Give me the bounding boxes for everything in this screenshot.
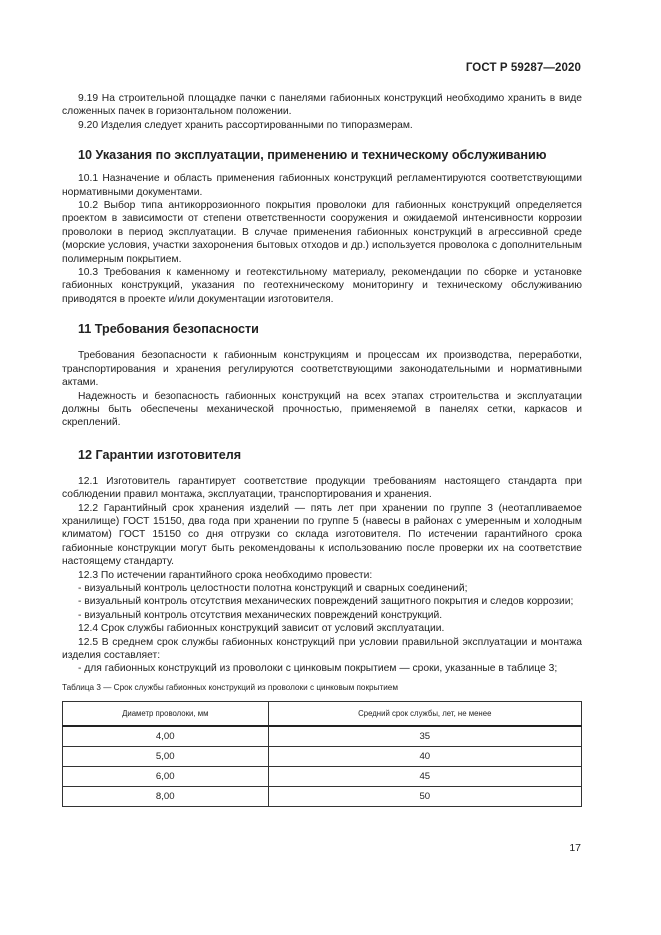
page-body (62, 92, 582, 807)
paragraph-12-4: 12.4 Срок службы габионных конструкций зависит от условий эксплуатации. (78, 623, 445, 635)
section-12-heading: 12 Гарантии изготовителя (78, 447, 242, 462)
table-row (63, 726, 582, 747)
list-item-zinc-wire: - для габионных конструкций из проволоки с цинковым покрытием — сроки, указанные в таблице 3; (78, 663, 558, 675)
document-header: ГОСТ Р 59287—2020 (465, 62, 581, 74)
paragraph-12-2: 12.2 Гарантийный срок хранения изделий — пять лет при хранении по группе 3 (неотапливаемое хранилище) ГОСТ 15150, два года при хранении по группе 5 (навесы в районах с умеренным и холодным климатом) ГОСТ 15150 со дня отгрузки со склада изготовителя. По истечении гарантийного срока габионные конструкции могут быть рекомендованы к использованию после проверки их на соответствие настоящему стандарту. (62, 502, 582, 568)
paragraph-10-3: 10.3 Требования к каменному и геотекстильному материалу, рекомендации по сборке и установке габионных конструкций, указания по геотехническому мониторингу и техническому обслуживанию приводятся в проекте и/или документации изготовителя. (62, 267, 582, 305)
table-caption: Таблица 3 — Срок службы габионных конструкций из проволоки с цинковым покрытием (62, 682, 398, 692)
paragraph-9-19: 9.19 На строительной площадке пачки с панелями габионных конструкций необходимо хранить в виде сложенных пачек в горизонтальном положении. (62, 93, 582, 118)
table-cell-diameter: 8,00 (63, 786, 269, 806)
table-cell-diameter: 4,00 (63, 726, 269, 747)
table-cell-service-life: 40 (268, 746, 581, 766)
list-item-coating-damage: - визуальный контроль отсутствия механических повреждений защитного покрытия и следов коррозии; (78, 596, 574, 608)
table-cell-diameter: 5,00 (63, 746, 269, 766)
list-item-structure-damage: - визуальный контроль отсутствия механических повреждений конструкций. (78, 609, 443, 621)
paragraph-10-1: 10.1 Назначение и область применения габионных конструкций регламентируются соответствующими нормативными документами. (62, 173, 582, 198)
paragraph-12-3: 12.3 По истечении гарантийного срока необходимо провести: (78, 569, 373, 581)
paragraph-9-20: 9.20 Изделия следует хранить рассортированными по типоразмерам. (78, 119, 413, 131)
paragraph-11-a: Требования безопасности к габионным конструкциям и процессам их производства, переработки, транспортирования и хранения регулируются соответствующими законодательными и нормативными актами. (62, 350, 582, 389)
list-item-visual-integrity: - визуальный контроль целостности полотна конструкций и сварных соединений; (78, 582, 468, 594)
service-life-table (62, 701, 582, 807)
table-row (63, 766, 582, 786)
section-11-heading: 11 Требования безопасности (78, 322, 259, 337)
table-header-diameter: Диаметр проволоки, мм (63, 701, 269, 726)
table-cell-service-life: 45 (268, 766, 581, 786)
page-number: 17 (569, 842, 581, 854)
paragraph-11-b: Надежность и безопасность габионных конструкций на всех этапах строительства и эксплуатации должны быть обеспечены механической прочностью, применяемой в панелях сетки, каркасов и скреплений. (62, 390, 582, 429)
table-cell-service-life: 35 (268, 726, 581, 747)
paragraph-10-2: 10.2 Выбор типа антикоррозионного покрытия проволоки для габионных конструкций определяется проектом в зависимости от степени ответственности сооружения и ожидаемой интенсивности коррозии проволоки в период эксплуатации. В случае применения габионных конструкций в агрессивной среде (морские условия, участки захоронения бытовых отходов и др.) используется проволока с дополнительным полимерным покрытием. (62, 200, 582, 265)
table-row (63, 786, 582, 806)
section-10-heading: 10 Указания по эксплуатации, применению и техническому обслуживанию (78, 148, 547, 163)
paragraph-12-5: 12.5 В среднем срок службы габионных конструкций при условии правильной эксплуатации и монтажа изделия составляет: (62, 636, 582, 661)
table-header-service-life: Средний срок службы, лет, не менее (268, 701, 581, 726)
table-cell-diameter: 6,00 (63, 766, 269, 786)
table-cell-service-life: 50 (268, 786, 581, 806)
table-row (63, 746, 582, 766)
paragraph-12-1: 12.1 Изготовитель гарантирует соответствие продукции требованиям настоящего стандарта при соблюдении правил монтажа, эксплуатации, транспортирования и хранения. (62, 475, 582, 501)
